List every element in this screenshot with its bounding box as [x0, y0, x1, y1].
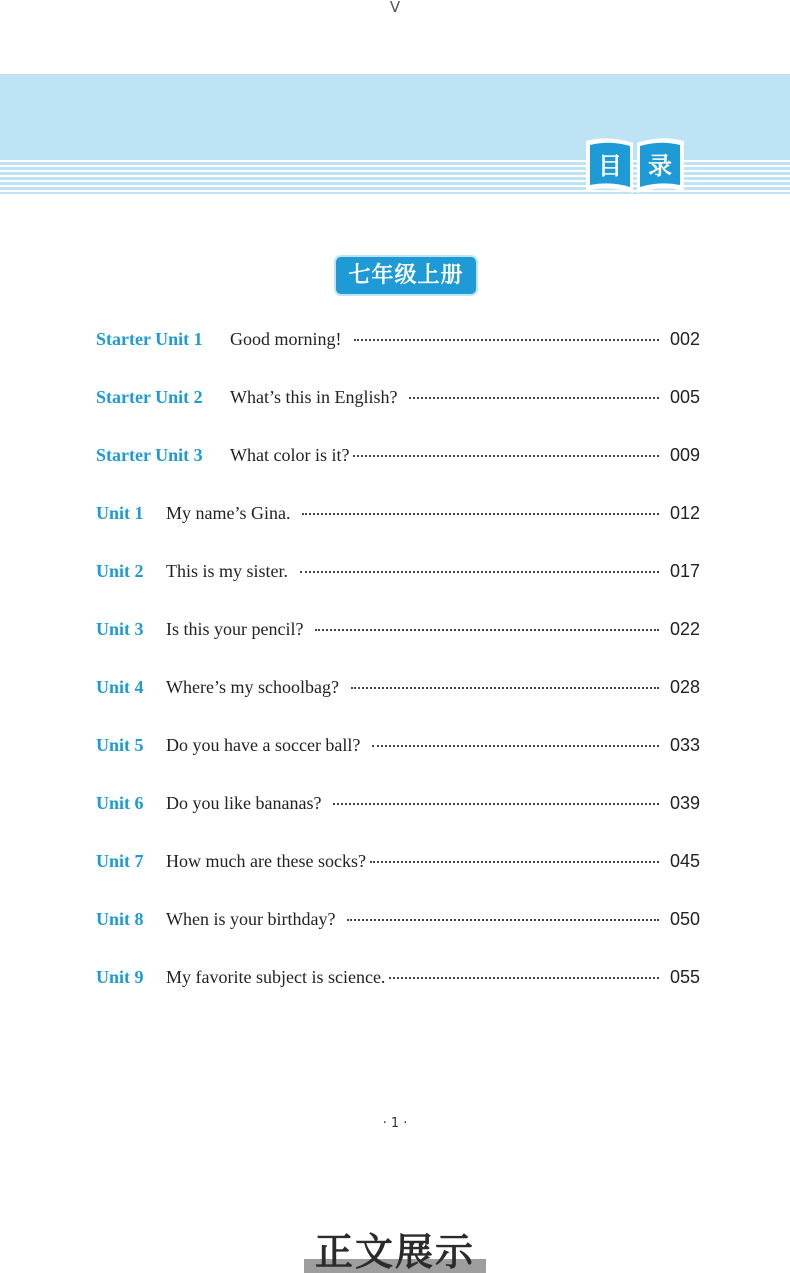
toc-title: When is your birthday? — [166, 909, 336, 929]
toc-row[interactable] — [96, 329, 700, 357]
toc-row[interactable] — [96, 619, 700, 647]
toc-unit: Unit 6 — [96, 793, 144, 813]
toc-title: What color is it? — [230, 445, 350, 465]
book-title-left: 目 — [598, 152, 622, 180]
toc-page: 017 — [669, 561, 700, 581]
toc-page: 009 — [669, 445, 700, 465]
toc-unit: Starter Unit 3 — [96, 445, 203, 465]
toc-row[interactable] — [96, 677, 700, 705]
toc-title: My name’s Gina. — [166, 503, 291, 523]
toc-unit: Unit 8 — [96, 909, 144, 929]
toc-leader — [300, 567, 659, 573]
toc-title: Do you have a soccer ball? — [166, 735, 361, 755]
toc-leader — [333, 799, 659, 805]
toc-page: 033 — [669, 735, 700, 755]
grade-tag: 七年级上册 — [336, 257, 476, 294]
toc-page: 028 — [669, 677, 700, 697]
footer-banner — [304, 1228, 486, 1273]
toc-row[interactable] — [96, 503, 700, 531]
toc-title: Do you like bananas? — [166, 793, 322, 813]
toc-unit: Unit 9 — [96, 967, 144, 987]
toc-unit: Unit 3 — [96, 619, 144, 639]
toc-title: Is this your pencil? — [166, 619, 304, 639]
toc-page: 039 — [669, 793, 700, 813]
toc-page: 050 — [669, 909, 700, 929]
header-mark: V — [389, 0, 401, 16]
toc-title: My favorite subject is science. — [166, 967, 386, 987]
toc-title: Where’s my schoolbag? — [166, 677, 339, 697]
toc-page: 045 — [669, 851, 700, 871]
toc-page: 012 — [669, 503, 700, 523]
toc-book-icon — [583, 133, 687, 195]
toc-leader — [351, 683, 659, 689]
toc-row[interactable] — [96, 967, 700, 995]
toc-unit: Unit 5 — [96, 735, 144, 755]
toc-row[interactable] — [96, 445, 700, 473]
toc-leader — [353, 451, 659, 457]
toc-leader — [354, 335, 660, 341]
toc-title: What’s this in English? — [230, 387, 398, 407]
toc-unit: Unit 4 — [96, 677, 144, 697]
toc-leader — [389, 973, 659, 979]
toc-title: How much are these socks? — [166, 851, 366, 871]
toc-page: 022 — [669, 619, 700, 639]
toc-unit: Unit 1 — [96, 503, 144, 523]
toc-row[interactable] — [96, 735, 700, 763]
toc-unit: Unit 7 — [96, 851, 144, 871]
toc-leader — [315, 625, 659, 631]
book-title-right: 录 — [648, 152, 672, 180]
toc-leader — [302, 509, 659, 515]
footer-label: 正文展示 — [314, 1230, 475, 1273]
toc-title: Good morning! — [230, 329, 342, 349]
toc-unit: Unit 2 — [96, 561, 144, 581]
toc-page: 002 — [669, 329, 700, 349]
toc-row[interactable] — [96, 909, 700, 937]
toc-row[interactable] — [96, 793, 700, 821]
toc-row[interactable] — [96, 561, 700, 589]
toc-leader — [370, 857, 659, 863]
toc-unit: Starter Unit 1 — [96, 329, 203, 349]
toc-row[interactable] — [96, 851, 700, 879]
toc-page: 055 — [669, 967, 700, 987]
toc-row[interactable] — [96, 387, 700, 415]
page-number: · 1 · — [382, 1116, 408, 1131]
toc-leader — [409, 393, 659, 399]
toc-leader — [347, 915, 659, 921]
toc-leader — [372, 741, 659, 747]
toc-unit: Starter Unit 2 — [96, 387, 203, 407]
toc-page: 005 — [669, 387, 700, 407]
toc-title: This is my sister. — [166, 561, 289, 581]
